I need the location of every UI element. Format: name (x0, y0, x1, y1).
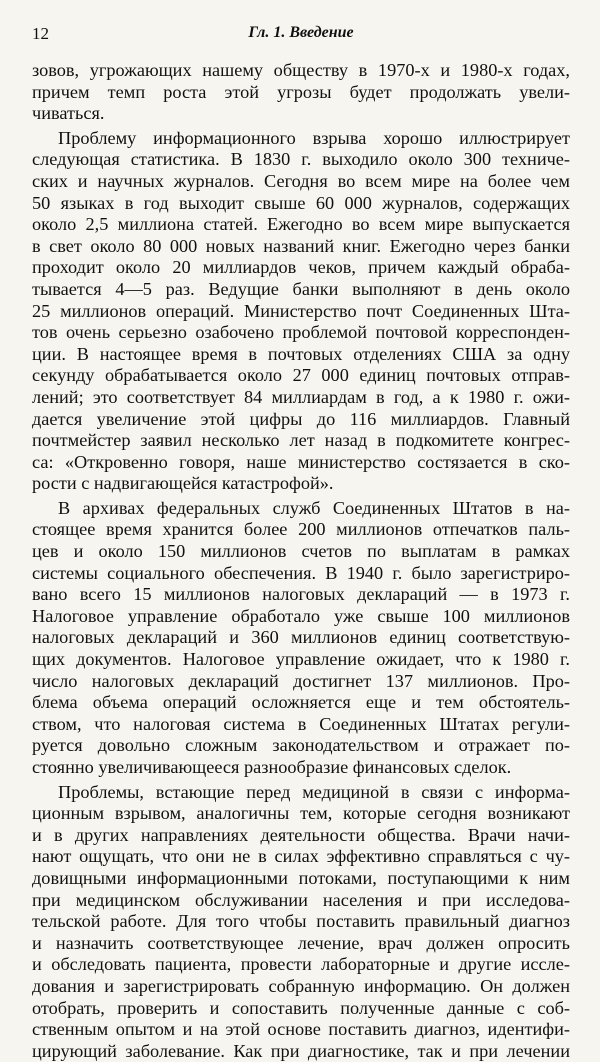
text-line: число налоговых деклараций достигнет 137 миллионов. Про- (32, 670, 570, 691)
paragraph (32, 60, 570, 125)
page-header (32, 22, 570, 50)
text-line: следующая статистика. В 1830 г. выходило около 300 техниче- (32, 149, 570, 170)
text-line: 50 языках в год выходит свыше 60 000 журналов, содержащих (32, 192, 570, 213)
text-line: са: «Откровенно говоря, наше министерство состязается в ско- (32, 451, 570, 472)
text-line: щих документов. Налоговое управление ожидает, что к 1980 г. (32, 649, 570, 670)
text-line: ционным взрывом, аналогичны тем, которые сегодня возникают (32, 803, 570, 824)
text-line: и обследовать пациента, провести лабораторные и другие иссле- (32, 954, 570, 975)
paragraph (32, 128, 570, 495)
text-line: Проблему информационного взрыва хорошо иллюстрирует (58, 127, 570, 148)
text-line: стоящее время хранится более 200 миллионов отпечатков паль- (32, 519, 570, 540)
text-line: и назначить соответствующее лечение, врач должен опросить (32, 932, 570, 953)
text-line: дования и зарегистрировать собранную информацию. Он должен (32, 975, 570, 996)
text-line: почтмейстер заявил несколько лет назад в подкомитете конгрес- (32, 430, 570, 451)
text-line: 25 миллионов операций. Министерство почт Соединенных Шта- (32, 300, 570, 321)
text-line: ственным опытом и на этой основе поставить диагноз, идентифи- (32, 1019, 570, 1040)
text-line: чиваться. (32, 103, 105, 124)
text-line: цирующий заболевание. Как при диагностике, так и при лечении (32, 1040, 570, 1061)
text-line: в свет около 80 000 новых названий книг. Ежегодно через банки (32, 235, 570, 256)
text-line: и в других направлениях деятельности общества. Врачи начи- (32, 824, 570, 845)
text-line: лений; это соответствует 84 миллиардам в год, а к 1980 г. ожи- (32, 386, 570, 407)
text-line: тывается 4—5 раз. Ведущие банки выполняют в день около (32, 278, 570, 299)
text-line: налоговых деклараций и 360 миллионов единиц соответствую- (32, 627, 570, 648)
text-line: В архивах федеральных служб Соединенных Штатов в на- (58, 497, 570, 518)
text-line: системы социального обеспечения. В 1940 г. было зарегистриро- (32, 562, 570, 583)
text-line: около 2,5 миллиона статей. Ежегодно во всем мире выпускается (32, 214, 570, 235)
text-line: ских и научных журналов. Сегодня во всем мире на более чем (32, 170, 570, 191)
paragraph (32, 498, 570, 779)
text-line: тельской работе. Для того чтобы поставить правильный диагноз (32, 911, 570, 932)
text-line: ством, что налоговая система в Соединенных Штатах регули- (32, 713, 570, 734)
page-number: 12 (32, 24, 49, 43)
text-line: руется довольно сложным законодательством и отражает по- (32, 735, 570, 756)
text-line: Налоговое управление обработало уже свыше 100 миллионов (32, 605, 570, 626)
text-line: при медицинском обслуживании населения и при исследова- (32, 889, 570, 910)
text-line: ции. В настоящее время в почтовых отделениях США за одну (32, 343, 570, 364)
text-line: блема объема операций осложняется еще и тем обстоятель- (32, 692, 570, 713)
text-line: рости с надвигающейся катастрофой». (32, 473, 334, 494)
text-line: дается увеличение этой цифры до 116 миллиардов. Главный (32, 408, 570, 429)
text-line: вано всего 15 миллионов налоговых деклараций — в 1973 г. (32, 584, 570, 605)
text-line: тов очень серьезно озабочено проблемой почтовой корреспонден- (32, 322, 570, 343)
text-line: цев и около 150 миллионов счетов по выплатам в рамках (32, 541, 570, 562)
paragraph (32, 782, 570, 1062)
text-line: секунду обрабатывается около 27 000 единиц почтовых отправ- (32, 365, 570, 386)
body-text (32, 60, 570, 1062)
text-line: зовов, угрожающих нашему обществу в 1970-х и 1980-х годах, (32, 60, 570, 80)
text-line: отобрать, проверить и сопоставить полученные данные с соб- (32, 997, 570, 1018)
text-line: нают ощущать, что они не в силах эффективно справляться с чу- (32, 846, 570, 867)
text-line: стоянно увеличивающееся разнообразие финансовых сделок. (32, 757, 512, 777)
running-head: Гл. 1. Введение (248, 24, 354, 41)
text-line: проходит около 20 миллиардов чеков, причем каждый обраба- (32, 257, 570, 278)
text-line: причем темп роста этой угрозы будет продолжать увели- (32, 81, 570, 102)
text-line: довищными информационными потоками, поступающими к ним (32, 867, 570, 888)
text-line: Проблемы, встающие перед медициной в связи с информа- (58, 781, 570, 802)
